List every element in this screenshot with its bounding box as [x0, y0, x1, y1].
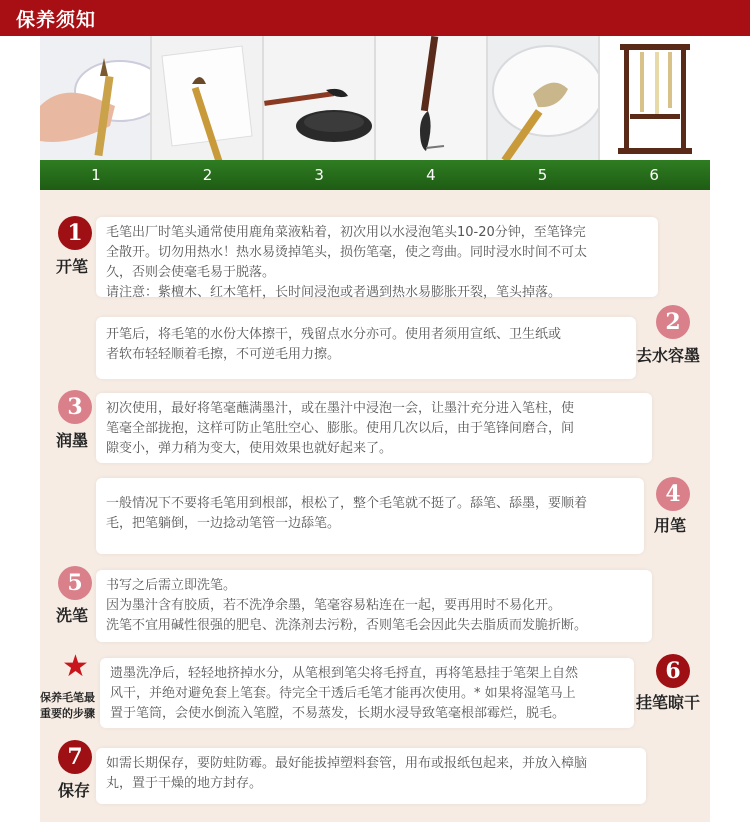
- step-text-line: 者软布轻轻顺着毛擦，不可逆毛用力擦。: [106, 347, 341, 362]
- step-card: [96, 570, 652, 642]
- step-text-line: 如需长期保存，要防蛀防霉。最好能拔掉塑料套管，用布或报纸包起来，并放入樟脑: [106, 756, 588, 771]
- step-label: 润墨: [56, 431, 89, 450]
- important-step-label-line: 重要的步骤: [40, 707, 95, 720]
- step-number-badge: 6: [656, 654, 690, 688]
- step-card: [100, 658, 634, 728]
- step-card: [96, 393, 652, 463]
- photo-number: 1: [91, 166, 101, 184]
- step-text-line: 因为墨汁含有胶质，若不洗净余墨，笔毫容易粘连在一起，要再用时不易化开。: [106, 598, 562, 613]
- brush-on-paper-icon: [152, 36, 262, 160]
- important-step-label-line: 保养毛笔最: [40, 691, 95, 704]
- star-icon: ★: [62, 649, 89, 684]
- step-card: [96, 317, 636, 379]
- step-text-line: 全散开。切勿用热水！热水易烫掉笔头，损伤笔毫，使之弯曲。同时浸水时间不可太: [106, 245, 588, 260]
- step-number-badge: 3: [58, 390, 92, 424]
- step-text-line: 久，否则会使毫毛易于脱落。: [106, 265, 276, 280]
- step-number-badge: 1: [58, 216, 92, 250]
- step-label: 洗笔: [56, 606, 89, 625]
- step-text-line: 开笔后，将毛笔的水份大体擦干，残留点水分亦可。使用者须用宣纸、卫生纸或: [106, 327, 562, 342]
- page-title: 保养须知: [16, 9, 97, 31]
- step-number-badge: 7: [58, 740, 92, 774]
- step-label: 挂笔晾干: [636, 693, 701, 712]
- important-step-label: [40, 690, 95, 722]
- step-label: 开笔: [56, 257, 89, 276]
- step-text-line: 风干，并绝对避免套上笔套。待完全干透后毛笔才能再次使用。* 如果将湿笔马上: [110, 686, 576, 701]
- step-card: [96, 748, 646, 804]
- photo-number: 6: [649, 166, 659, 184]
- step-label: 用笔: [654, 516, 687, 535]
- photo-number: 4: [426, 166, 436, 184]
- step-number-badge: 5: [58, 566, 92, 600]
- brush-rack-icon: [600, 36, 710, 160]
- hand-brush-icon: [40, 36, 150, 160]
- step-text-line: 洗笔不宜用碱性很强的肥皂、洗涤剂去污粉，否则笔毛会因此失去脂质而发脆折断。: [106, 618, 588, 633]
- step-text-line: 遗墨洗净后，轻轻地挤掉水分，从笔根到笔尖将毛捋直，再将笔悬挂于笔架上自然: [110, 666, 579, 681]
- photo-number-bar: [40, 160, 710, 190]
- step-text-line: 初次使用，最好将笔毫蘸满墨汁，或在墨汁中浸泡一会，让墨汁充分进入笔柱，使: [106, 401, 575, 416]
- step-text-line: 隙变小，弹力稍为变大，使用效果也就好起来了。: [106, 441, 393, 456]
- step-text-line: 书写之后需立即洗笔。: [106, 578, 237, 593]
- header-bar: [0, 0, 750, 36]
- brush-in-water-icon: [488, 36, 598, 160]
- step-card: [96, 478, 644, 554]
- step-text-line: 笔毫全部拢抱，这样可防止笔肚空心、膨胀。使用几次以后，由于笔锋间磨合，间: [106, 421, 575, 436]
- step-text-line: 置于笔筒，会使水倒流入笔膛，不易蒸发，长期水浸导致笔毫根部霉烂，脱毛。: [110, 706, 566, 721]
- step-text-line: 丸，置于干燥的地方封存。: [106, 776, 263, 791]
- step-label: 保存: [58, 781, 91, 800]
- step-number-badge: 2: [656, 305, 690, 339]
- photo-number: 3: [314, 166, 324, 184]
- brush-on-inkstone-icon: [264, 36, 374, 160]
- step-label: 去水容墨: [636, 346, 701, 365]
- step-number-badge: 4: [656, 477, 690, 511]
- step-text-line: 请注意：紫檀木、红木笔杆，长时间浸泡或者遇到热水易膨胀开裂，笔头掉落。: [106, 285, 562, 300]
- step-text-line: 毛笔出厂时笔头通常使用鹿角菜液粘着，初次用以水浸泡笔头10-20分钟，至笔锋完: [106, 225, 586, 240]
- step-text-line: 毛，把笔躺倒，一边捻动笔管一边舔笔。: [106, 516, 341, 531]
- step-text-line: 一般情况下不要将毛笔用到根部，根松了，整个毛笔就不挺了。舔笔、舔墨，要顺着: [106, 496, 588, 511]
- brush-tip-icon: [376, 36, 486, 160]
- photo-number: 5: [537, 166, 548, 184]
- step-card: [96, 217, 658, 300]
- photo-strip: [40, 36, 710, 160]
- photo-number: 2: [202, 166, 213, 184]
